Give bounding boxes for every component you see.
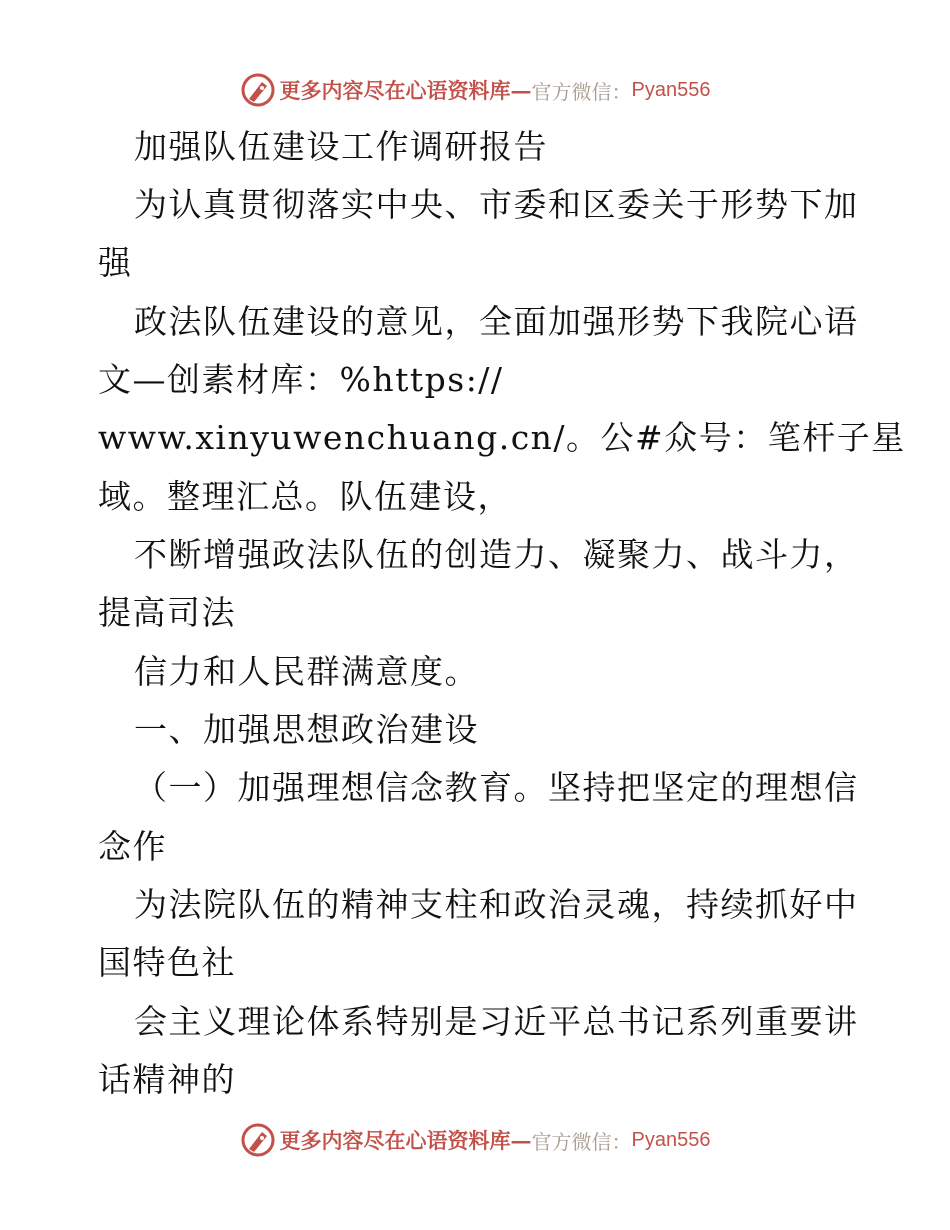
banner-text: 更多内容尽在心语资料库— [279,78,532,103]
body-line: 话精神的 [98,1060,236,1099]
banner-wechat-label: 官方微信： [531,1129,632,1154]
body-line: 政法队伍建设的意见，全面加强形势下我院心语 [134,302,859,341]
document-title: 加强队伍建设工作调研报告 [134,127,548,166]
footer-banner [0,1120,950,1160]
body-line: 为认真贯彻落实中央、市委和区委关于形势下加 [134,185,859,224]
banner-text: 更多内容尽在心语资料库— [279,1128,532,1153]
section-heading: 一、加强思想政治建设 [134,710,479,749]
body-line: 提高司法 [98,593,236,632]
body-line: 为法院队伍的精神支柱和政治灵魂，持续抓好中 [134,885,859,924]
banner-wechat-id: Pyan556 [631,1128,711,1151]
body-line: www.xinyuwenchuang.cn/。公#众号：笔杆子星 [98,418,906,457]
pen-nib-logo-icon [240,1122,276,1158]
body-line: 强 [98,243,133,282]
body-line: 域。整理汇总。队伍建设， [98,477,512,516]
body-line: 不断增强政法队伍的创造力、凝聚力、战斗力， [134,535,859,574]
banner-wechat-id: Pyan556 [631,78,711,101]
pen-nib-logo-icon [240,72,276,108]
body-line: 念作 [98,827,167,866]
subsection-heading: （一）加强理想信念教育。坚持把坚定的理想信 [134,768,859,807]
body-line: 国特色社 [98,943,236,982]
body-line: 会主义理论体系特别是习近平总书记系列重要讲 [134,1002,859,1041]
body-line: 信力和人民群满意度。 [134,652,479,691]
body-line: 文—创素材库：%https:// [98,360,504,399]
header-banner [0,70,950,110]
banner-wechat-label: 官方微信： [531,79,632,104]
